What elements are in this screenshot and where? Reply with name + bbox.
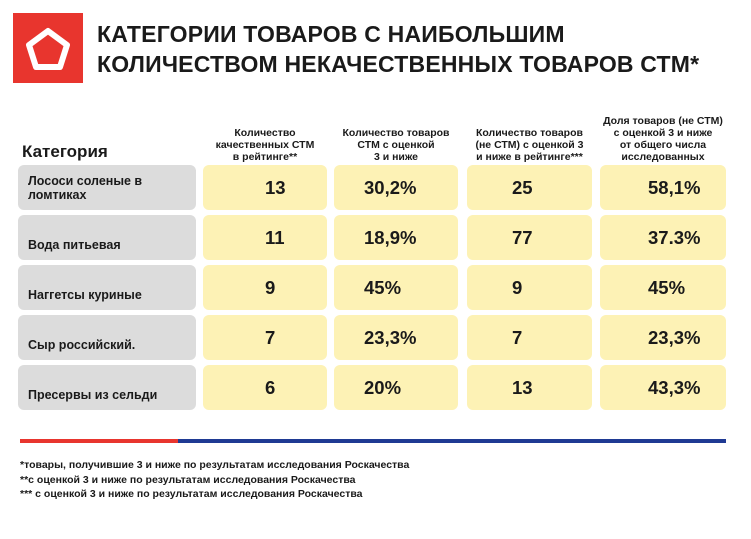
title-line-1: КАТЕГОРИИ ТОВАРОВ С НАИБОЛЬШИМ [97, 21, 565, 47]
value-cell: 13 [203, 165, 327, 210]
value-cell: 23,3% [600, 315, 726, 360]
value-cell: 13 [467, 365, 592, 410]
column-header-line: Доля товаров (не СТМ) [603, 115, 723, 127]
column-header-line: Количество товаров [476, 127, 583, 139]
title-line-2: КОЛИЧЕСТВОМ НЕКАЧЕСТВЕННЫХ ТОВАРОВ СТМ* [97, 51, 700, 77]
value-cell: 45% [600, 265, 726, 310]
footnote-2: **с оценкой 3 и ниже по результатам исследования Роскачества [20, 473, 356, 486]
value-cell: 43,3% [600, 365, 726, 410]
column-header-line: и ниже в рейтинге*** [476, 151, 583, 163]
category-cell: Вода питьевая [18, 215, 196, 260]
value-cell: 58,1% [600, 165, 726, 210]
pentagon-logo-icon [13, 13, 83, 83]
column-header-line: Количество [234, 127, 296, 139]
page-title [97, 19, 737, 79]
category-cell: Лососи соленые в ломтиках [18, 165, 196, 210]
value-cell: 18,9% [334, 215, 458, 260]
value-cell: 77 [467, 215, 592, 260]
column-header [600, 109, 726, 163]
value-cell: 9 [467, 265, 592, 310]
column-header-line: в рейтинге** [232, 151, 298, 163]
value-cell: 30,2% [334, 165, 458, 210]
column-header-line: исследованных [621, 151, 705, 163]
column-header-line: (не СТМ) с оценкой 3 [475, 139, 584, 151]
column-header-line: от общего числа [619, 139, 707, 151]
column-header-line: качественных СТМ [215, 139, 315, 151]
category-cell: Пресервы из сельди [18, 365, 196, 410]
column-header-line: 3 и ниже [373, 151, 419, 163]
value-cell: 7 [203, 315, 327, 360]
value-cell: 11 [203, 215, 327, 260]
category-cell: Сыр российский. [18, 315, 196, 360]
footnote-3: *** с оценкой 3 и ниже по результатам исследования Роскачества [20, 488, 363, 500]
column-header [334, 109, 458, 163]
value-cell: 9 [203, 265, 327, 310]
footnotes [20, 458, 409, 502]
column-header-line: СТМ с оценкой [357, 139, 435, 151]
value-cell: 23,3% [334, 315, 458, 360]
column-header-line: Количество товаров [342, 127, 450, 139]
value-cell: 25 [467, 165, 592, 210]
value-cell: 20% [334, 365, 458, 410]
divider-red [20, 439, 178, 443]
column-header [467, 109, 592, 163]
category-column-header: Категория [22, 142, 108, 161]
value-cell: 7 [467, 315, 592, 360]
column-header [203, 109, 327, 163]
value-cell: 6 [203, 365, 327, 410]
value-cell: 45% [334, 265, 458, 310]
footnote-1: *товары, получившие 3 и ниже по результатам исследования Роскачества [20, 459, 410, 471]
category-cell: Наггетсы куриные [18, 265, 196, 310]
divider-blue [178, 439, 726, 443]
value-cell: 37.3% [600, 215, 726, 260]
column-header-line: с оценкой 3 и ниже [613, 127, 713, 139]
